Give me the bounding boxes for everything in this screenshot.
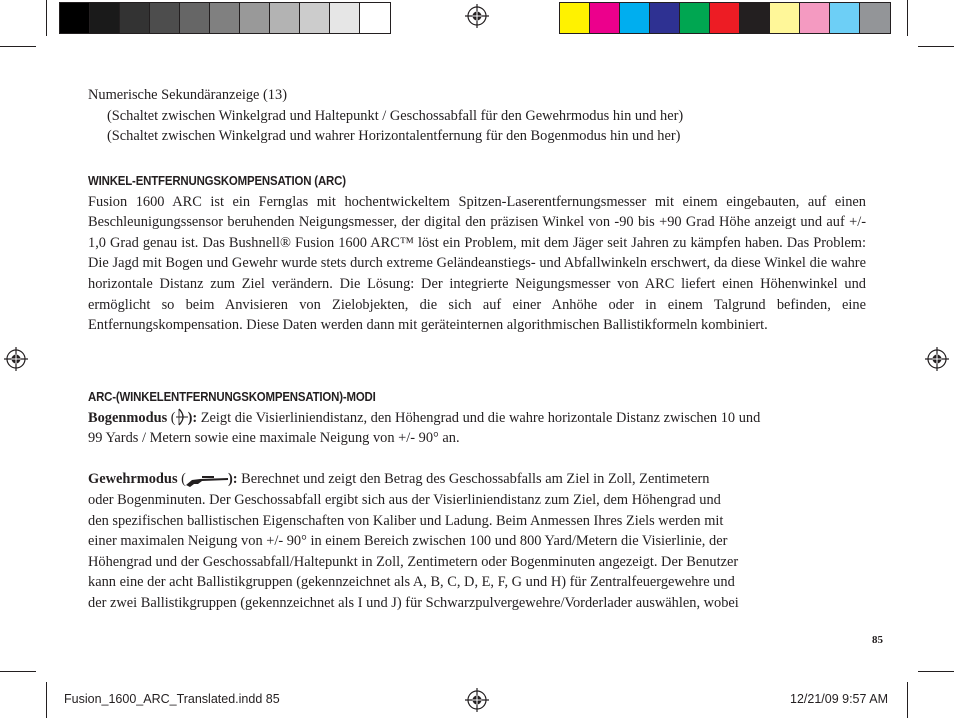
crop-mark [907, 682, 908, 718]
color-swatch [650, 3, 680, 33]
color-swatch [680, 3, 710, 33]
page-number: 85 [872, 634, 883, 646]
rifle-mode-text-line: Höhengrad und der Geschossabfall/Haltepunkt in Zoll, Zentimetern oder Bogenminuten angezeigt. Der Benutzer [88, 553, 739, 570]
arc-heading: WINKEL-ENTFERNUNGSKOMPENSATION (ARC) [88, 173, 346, 188]
crop-mark [0, 671, 36, 672]
rifle-mode-note: (Schaltet zwischen Winkelgrad und Haltepunkt / Geschossabfall für den Gewehrmodus hin und her) [107, 107, 684, 124]
bow-icon [176, 408, 188, 426]
registration-mark-icon [465, 688, 489, 712]
color-swatch [620, 3, 650, 33]
color-swatch [300, 3, 330, 33]
crop-mark [907, 0, 908, 36]
color-swatch [860, 3, 890, 33]
rifle-mode-text-line: einer maximalen Neigung von +/- 90° in einem Bereich zwischen 100 und 800 Yard/Metern die Visierlinie, der [88, 533, 728, 550]
registration-mark-icon [4, 347, 28, 371]
crop-mark [46, 0, 47, 36]
slug-filename: Fusion_1600_ARC_Translated.indd 85 [64, 692, 280, 706]
registration-mark-icon [925, 347, 949, 371]
crop-mark [918, 46, 954, 47]
rifle-mode-text-line: den spezifischen ballistischen Eigenschaften von Kaliber und Ladung. Beim Anmessen Ihres Ziels werden mit [88, 512, 724, 529]
color-swatch [120, 3, 150, 33]
color-swatch [560, 3, 590, 33]
color-swatch [150, 3, 180, 33]
rifle-mode-paren-close: ): [227, 471, 238, 488]
bow-mode-line [88, 408, 866, 429]
registration-mark-icon [465, 4, 489, 28]
secondary-display-title: Numerische Sekundäranzeige (13) [88, 87, 287, 103]
color-swatch [330, 3, 360, 33]
color-swatch [830, 3, 860, 33]
rifle-mode-line [88, 469, 866, 490]
crop-mark [918, 671, 954, 672]
slug-timestamp: 12/21/09 9:57 AM [790, 692, 888, 706]
rifle-icon [186, 475, 228, 487]
grayscale-color-bar [59, 2, 391, 34]
rifle-mode-text-line: oder Bogenminuten. Der Geschossabfall ergibt sich aus der Visierliniendistanz zum Ziel, dem Höhengrad und [88, 491, 721, 508]
modes-section [88, 387, 866, 614]
rifle-mode-label: Gewehrmodus [88, 471, 178, 488]
modes-heading: ARC-(WINKELENTFERNUNGSKOMPENSATION)-MODI [88, 389, 376, 404]
rifle-mode-text-line: der zwei Ballistikgruppen (gekennzeichnet als I und J) für Schwarzpulvergewehre/Vorderlader auswählen, wobei [88, 594, 739, 611]
rifle-mode-paren-open: ( [177, 471, 186, 488]
bow-mode-paren-open: ( [167, 409, 176, 426]
secondary-display-section [88, 85, 866, 147]
color-swatch [90, 3, 120, 33]
color-swatch [180, 3, 210, 33]
bow-mode-note: (Schaltet zwischen Winkelgrad und wahrer Horizontalentfernung für den Bogenmodus hin und her) [107, 128, 681, 145]
bow-mode-paren-close: ): [187, 409, 198, 426]
crop-mark [46, 682, 47, 718]
color-swatch [210, 3, 240, 33]
arc-body: Fusion 1600 ARC ist ein Fernglas mit hochentwickeltem Spitzen-Laserentfernungsmesser mit einem eingebauten, auf einen Beschleunigungssensor beruhenden Neigungsmesser, der digital den präzisen Winkel von -90 bis +90 Grad Höhe anzeigt und auf +/- 1,0 Grad genau ist. Das Bushnell® Fusion 1600 ARC™ löst ein Problem, mit dem Jäger seit Jahren zu kämpfen haben. Das Problem: Die Jagd mit Bogen und Gewehr wurde stets durch extreme Geländeanstiegs- und Abfallwinkeln erschwert, da diese Winkel die wahre horizontale Distanz zum Ziel verändern. Die Lösung: Der integrierte Neigungsmesser von ARC liefert einen Höhenwinkel und ermöglicht so beim Anvisieren von Zielobjekten, die sich auf einer Anhöhe oder in einem Talgrund befinden, eine Entfernungskompensation. Diese Daten werden dann mit geräteinternen algorithmischen Ballistikformeln kombiniert. [88, 193, 866, 334]
color-swatch [800, 3, 830, 33]
bow-mode-text: Zeigt die Visierliniendistanz, den Höhengrad und die wahre horizontale Distanz zwischen 10 und [197, 409, 761, 426]
color-swatch [770, 3, 800, 33]
color-swatch [710, 3, 740, 33]
color-swatch [740, 3, 770, 33]
rifle-mode-text: Berechnet und zeigt den Betrag des Geschossabfalls am Ziel in Zoll, Zentimetern [237, 471, 710, 488]
color-swatch [270, 3, 300, 33]
color-swatch [590, 3, 620, 33]
crop-mark [0, 46, 36, 47]
color-swatch [240, 3, 270, 33]
bow-mode-text-2: 99 Yards / Metern sowie eine maximale Neigung von +/- 90° an. [88, 430, 460, 447]
bow-mode-label: Bogenmodus [88, 409, 168, 426]
arc-section [88, 171, 866, 336]
color-swatch [360, 3, 390, 33]
color-swatch [60, 3, 90, 33]
rifle-mode-text-line: kann eine der acht Ballistikgruppen (gekennzeichnet als A, B, C, D, E, F, G und H) für Zentralfeuergewehre und [88, 574, 735, 591]
process-color-bar [559, 2, 891, 34]
